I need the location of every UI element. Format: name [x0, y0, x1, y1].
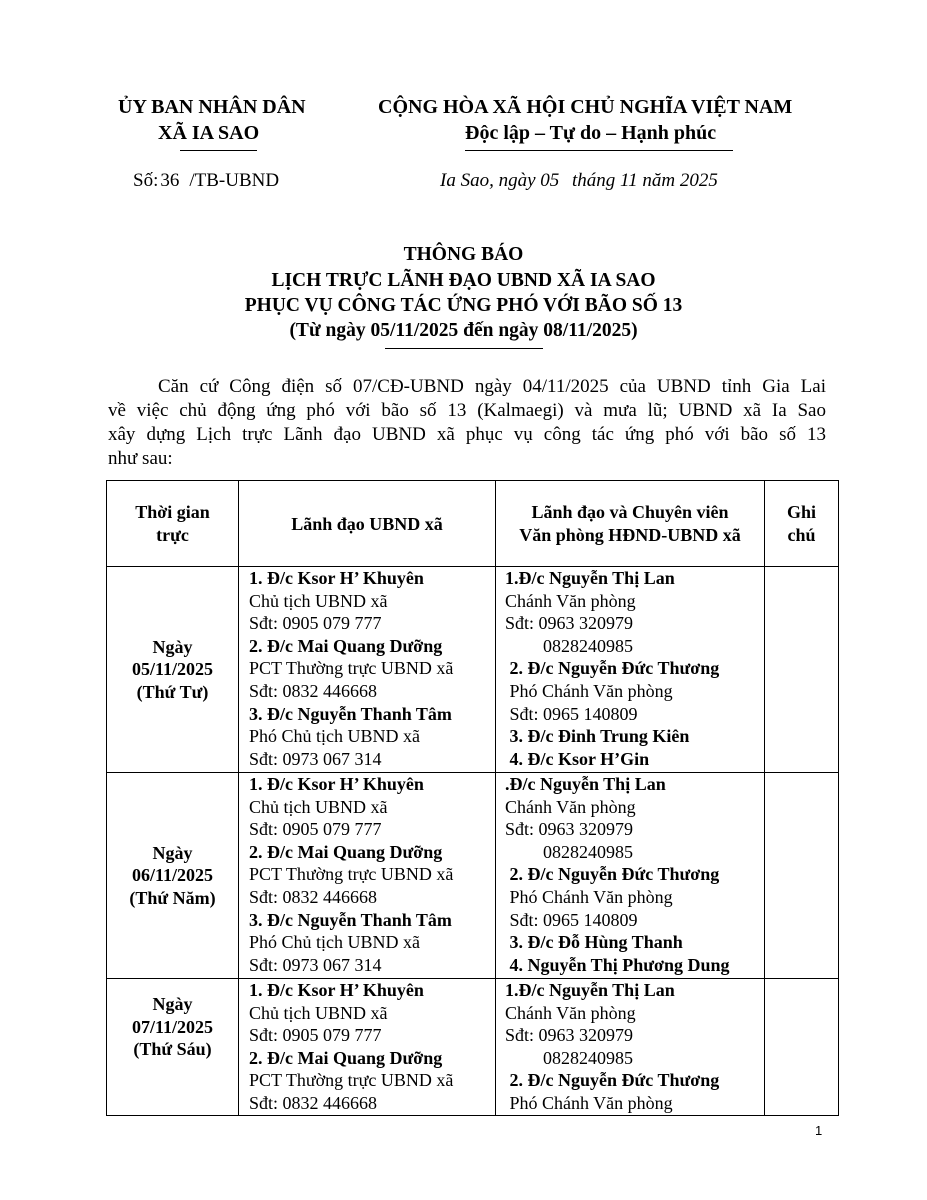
intro-line: Căn cứ Công điện số 07/CĐ-UBND ngày 04/11/2025 của UBND tỉnh Gia Lai	[158, 376, 826, 397]
duty-date-cell	[107, 567, 239, 773]
nation-motto: Độc lập – Tự do – Hạnh phúc	[465, 122, 717, 144]
note-cell	[765, 567, 839, 773]
duty-schedule-table	[106, 480, 839, 1116]
leader-detail: Sđt: 0905 079 777	[249, 1025, 382, 1046]
duty-weekday: (Thứ Tư)	[136, 681, 209, 702]
leader-detail: Chủ tịch UBND xã	[249, 1002, 388, 1023]
staff-name: 1.Đ/c Nguyễn Thị Lan	[505, 980, 675, 1000]
staff-detail: Chánh Văn phòng	[505, 1002, 636, 1023]
page-number: 1	[815, 1123, 823, 1138]
staff-detail: 0828240985	[543, 841, 633, 862]
staff-name: 3. Đ/c Đinh Trung Kiên	[505, 726, 690, 747]
header-note-line1: Ghi	[786, 501, 816, 522]
leader-name: 1. Đ/c Ksor H’ Khuyên	[249, 568, 424, 588]
header-staff	[496, 481, 765, 567]
duty-day: Ngày	[152, 842, 193, 863]
intro-line: về việc chủ động ứng phó với bão số 13 (Kalmaegi) và mưa lũ; UBND xã Ia Sao	[108, 400, 826, 421]
leader-detail: Sđt: 0832 446668	[249, 886, 378, 907]
staff-detail: Phó Chánh Văn phòng	[505, 1092, 673, 1113]
staff-name: .Đ/c Nguyễn Thị Lan	[505, 774, 666, 794]
doc-number-suffix: /TB-UBND	[189, 170, 280, 191]
header-time-line2: trực	[156, 524, 189, 545]
staff-cell	[496, 773, 765, 979]
title-underline	[385, 348, 543, 349]
intro-line: xây dựng Lịch trực Lãnh đạo UBND xã phục vụ công tác ứng phó với bão số 13	[108, 424, 826, 445]
note-cell	[765, 773, 839, 979]
staff-detail: Chánh Văn phòng	[505, 590, 636, 611]
header-leaders	[239, 481, 496, 567]
nation-name: CỘNG HÒA XÃ HỘI CHỦ NGHĨA VIỆT NAM	[378, 96, 793, 118]
leaders-cell	[239, 773, 496, 979]
header-leaders-text: Lãnh đạo UBND xã	[291, 513, 443, 534]
staff-name: 2. Đ/c Nguyễn Đức Thương	[505, 658, 720, 679]
leader-name: 2. Đ/c Mai Quang Dưỡng	[249, 635, 443, 656]
staff-detail: Phó Chánh Văn phòng	[505, 886, 673, 907]
staff-detail: Phó Chánh Văn phòng	[505, 680, 673, 701]
header-note-line2: chú	[787, 524, 816, 545]
table-header-row	[107, 481, 839, 567]
leader-name: 2. Đ/c Mai Quang Dưỡng	[249, 1047, 443, 1068]
leader-detail: PCT Thường trực UBND xã	[249, 864, 454, 885]
notice-date-range: (Từ ngày 05/11/2025 đến ngày 08/11/2025)	[289, 320, 638, 341]
staff-detail: Sđt: 0963 320979	[505, 819, 634, 840]
staff-name: 4. Nguyễn Thị Phương Dung	[505, 954, 730, 975]
intro-line: như sau:	[108, 448, 173, 469]
leaders-cell	[239, 567, 496, 773]
leader-detail: Sđt: 0905 079 777	[249, 613, 382, 634]
leader-detail: Chủ tịch UBND xã	[249, 590, 388, 611]
duty-day: Ngày	[152, 994, 193, 1014]
staff-detail: Sđt: 0963 320979	[505, 1025, 634, 1046]
motto-underline	[465, 150, 733, 151]
leader-detail: PCT Thường trực UBND xã	[249, 658, 454, 679]
staff-name: 4. Đ/c Ksor H’Gin	[505, 748, 650, 769]
staff-cell	[496, 979, 765, 1116]
leader-detail: Phó Chủ tịch UBND xã	[249, 932, 420, 953]
duty-weekday: (Thứ Sáu)	[133, 1039, 212, 1060]
notice-subtitle-1: LỊCH TRỰC LÃNH ĐẠO UBND XÃ IA SAO	[271, 270, 656, 291]
doc-number-value: 36	[160, 170, 180, 191]
table-row	[107, 773, 839, 979]
leader-detail: Chủ tịch UBND xã	[249, 796, 388, 817]
leader-detail: Sđt: 0973 067 314	[249, 954, 382, 975]
staff-detail: 0828240985	[543, 635, 633, 656]
date-prefix: Ia Sao, ngày	[440, 170, 536, 191]
leaders-cell	[239, 979, 496, 1116]
notice-title: THÔNG BÁO	[403, 244, 524, 265]
leader-detail: Sđt: 0832 446668	[249, 1092, 378, 1113]
note-cell	[765, 979, 839, 1116]
notice-subtitle-2: PHỤC VỤ CÔNG TÁC ỨNG PHÓ VỚI BÃO SỐ 13	[244, 295, 683, 316]
duty-weekday: (Thứ Năm)	[129, 887, 216, 908]
leader-name: 1. Đ/c Ksor H’ Khuyên	[249, 774, 424, 794]
leader-detail: Sđt: 0832 446668	[249, 680, 378, 701]
leader-name: 1. Đ/c Ksor H’ Khuyên	[249, 980, 424, 1000]
staff-detail: Chánh Văn phòng	[505, 796, 636, 817]
table-body	[107, 567, 839, 1116]
header-staff-line2: Văn phòng HĐND-UBND xã	[519, 524, 741, 545]
duty-date-cell	[107, 773, 239, 979]
doc-number-prefix: Số:	[133, 170, 159, 191]
duty-date: 07/11/2025	[131, 1016, 213, 1037]
table-row	[107, 567, 839, 773]
staff-detail: 0828240985	[543, 1047, 633, 1068]
staff-detail: Sđt: 0963 320979	[505, 613, 634, 634]
staff-name: 2. Đ/c Nguyễn Đức Thương	[505, 1070, 720, 1091]
leader-detail: Sđt: 0973 067 314	[249, 748, 382, 769]
staff-cell	[496, 567, 765, 773]
staff-detail: Sđt: 0965 140809	[505, 703, 638, 724]
staff-name: 2. Đ/c Nguyễn Đức Thương	[505, 864, 720, 885]
leader-name: 2. Đ/c Mai Quang Dưỡng	[249, 841, 443, 862]
document-number	[133, 170, 279, 192]
duty-date-cell	[107, 979, 239, 1116]
duty-date: 06/11/2025	[131, 865, 213, 886]
date-suffix: tháng 11 năm 2025	[572, 170, 718, 191]
leader-detail: Sđt: 0905 079 777	[249, 819, 382, 840]
staff-detail: Sđt: 0965 140809	[505, 909, 638, 930]
date-day: 05	[540, 170, 560, 191]
header-note	[765, 481, 839, 567]
org-name-line2: XÃ IA SAO	[158, 122, 260, 144]
staff-name: 1.Đ/c Nguyễn Thị Lan	[505, 568, 675, 588]
document-date	[440, 170, 718, 192]
header-time	[107, 481, 239, 567]
org-name-line1: ỦY BAN NHÂN DÂN	[118, 96, 306, 118]
org-underline	[180, 150, 257, 151]
leader-name: 3. Đ/c Nguyễn Thanh Tâm	[249, 703, 452, 724]
duty-day: Ngày	[152, 636, 193, 657]
intro-paragraph	[108, 375, 826, 471]
leader-name: 3. Đ/c Nguyễn Thanh Tâm	[249, 909, 452, 930]
duty-date: 05/11/2025	[131, 659, 213, 680]
leader-detail: Phó Chủ tịch UBND xã	[249, 726, 420, 747]
header-time-line1: Thời gian	[135, 501, 210, 522]
staff-name: 3. Đ/c Đỗ Hùng Thanh	[505, 932, 683, 953]
header-staff-line1: Lãnh đạo và Chuyên viên	[531, 501, 729, 522]
table-row	[107, 979, 839, 1116]
leader-detail: PCT Thường trực UBND xã	[249, 1070, 454, 1091]
